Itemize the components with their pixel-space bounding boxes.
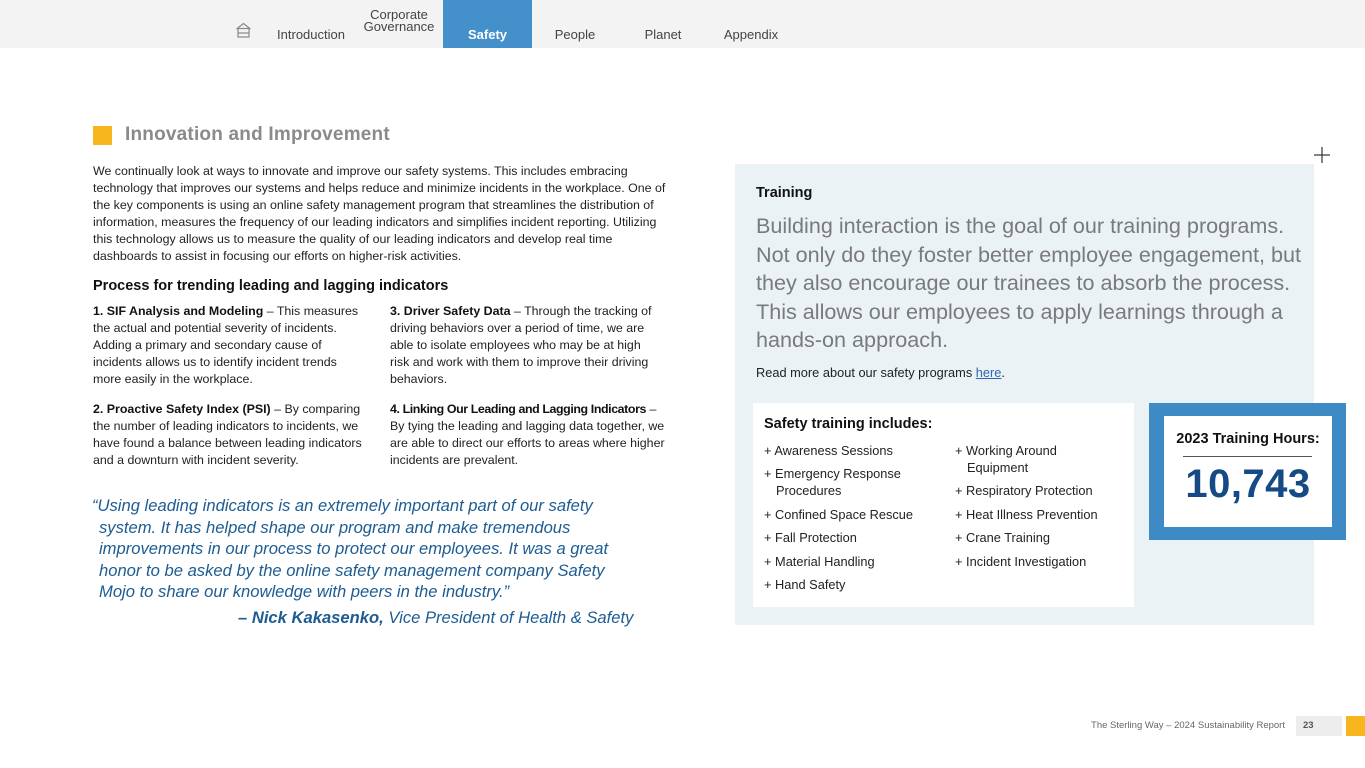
- list-item-text: Equipment: [967, 460, 1029, 475]
- plus-icon: [1313, 146, 1331, 164]
- list-item: [955, 482, 1093, 499]
- process-item-text: – This measures the actual and potential severity of incidents. Adding a primary and secondary cause of incidents allows us to identify incident trends more easily in the workplace.: [93, 304, 359, 386]
- read-more-prefix: Read more about our safety programs: [756, 365, 976, 380]
- quote-line: system. It has helped shape our program and make tremendous: [99, 517, 571, 537]
- footer-report-title: The Sterling Way – 2024 Sustainability Report: [1091, 720, 1285, 731]
- training-hours-value: 10,743: [1185, 462, 1311, 506]
- process-item-title: 2. Proactive Safety Index (PSI): [93, 402, 271, 416]
- training-lead-line: they also encourage our trainees to absorb the process.: [756, 270, 1291, 295]
- divider: [1183, 456, 1312, 457]
- quote-author: – Nick Kakasenko,: [238, 608, 384, 627]
- training-lead-line: This allows our employees to apply learnings through a: [756, 298, 1283, 324]
- list-item: [764, 553, 875, 570]
- process-item-text: – By tying the leading and lagging data together, we are able to direct our efforts to areas where higher incidents are prevalent.: [390, 402, 665, 467]
- read-more: [756, 365, 1005, 380]
- list-item-text: + Heat Illness Prevention: [955, 507, 1098, 522]
- page-number: 23: [1303, 720, 1314, 731]
- page-accent: [1346, 716, 1365, 736]
- list-item-text: + Awareness Sessions: [764, 443, 893, 458]
- list-item-text: + Incident Investigation: [955, 554, 1087, 569]
- list-item-text: + Material Handling: [764, 554, 875, 569]
- list-item: [955, 506, 1098, 523]
- top-nav: [0, 0, 1365, 48]
- nav-introduction[interactable]: Introduction: [277, 27, 345, 42]
- list-item-text: + Hand Safety: [764, 577, 846, 592]
- read-more-suffix: .: [1001, 365, 1005, 380]
- nav-planet[interactable]: Planet: [644, 27, 682, 42]
- training-hours-label: 2023 Training Hours:: [1176, 431, 1320, 447]
- list-item-text: + Working Around: [955, 443, 1057, 458]
- process-item-4: [390, 401, 665, 469]
- list-item: [955, 442, 1057, 476]
- quote-line: honor to be asked by the online safety management company Safety: [99, 560, 605, 580]
- list-item-text: + Crane Training: [955, 530, 1050, 545]
- quote-role: Vice President of Health & Safety: [383, 608, 634, 627]
- training-lead: [756, 212, 1301, 355]
- training-lead-line: Building interaction is the goal of our training programs.: [756, 213, 1285, 238]
- process-item-1: [93, 303, 368, 388]
- list-item: [764, 506, 913, 523]
- process-item-title: 1. SIF Analysis and Modeling: [93, 304, 264, 318]
- nav-appendix[interactable]: Appendix: [723, 27, 779, 42]
- list-item-text: + Confined Space Rescue: [764, 507, 914, 522]
- process-item-2: [93, 401, 368, 469]
- nav-people[interactable]: People: [554, 27, 596, 42]
- process-item-title: 4. Linking Our Leading and Lagging Indicators: [390, 402, 646, 416]
- list-item-text: + Emergency Response: [764, 466, 901, 481]
- list-item-text: + Fall Protection: [764, 530, 857, 545]
- nav-safety[interactable]: Safety: [443, 0, 532, 48]
- quote-line: “Using leading indicators is an extremely important part of our safety: [92, 496, 593, 515]
- list-item: [764, 529, 857, 546]
- list-item: [955, 553, 1086, 570]
- section-title: Innovation and Improvement: [125, 124, 390, 145]
- quote: [92, 495, 652, 603]
- process-heading: Process for trending leading and lagging indicators: [93, 278, 449, 294]
- read-more-link[interactable]: here: [975, 365, 1002, 380]
- list-item-text: + Respiratory Protection: [955, 483, 1093, 498]
- list-item-text: Procedures: [776, 483, 842, 498]
- list-item: [955, 529, 1050, 546]
- quote-line: Mojo to share our knowledge with peers in the industry.”: [99, 582, 510, 601]
- process-item-text: – By comparing the number of leading indicators to incidents, we have found a balance between leading indicators and a downturn with incident severity.: [93, 402, 362, 467]
- section-marker: [93, 126, 112, 145]
- nav-corporate-governance[interactable]: [357, 0, 441, 48]
- process-item-title: 3. Driver Safety Data: [390, 304, 511, 318]
- process-item-text: – Through the tracking of driving behaviors over a period of time, we are able to isolate employees who may be at high risk and work with them to improve their driving behaviors.: [390, 304, 652, 386]
- list-item: [764, 576, 845, 593]
- list-item: [764, 442, 893, 459]
- list-item: [764, 465, 901, 499]
- quote-line: improvements in our process to protect our employees. It was a great: [99, 539, 609, 558]
- intro-paragraph: We continually look at ways to innovate and improve our safety systems. This includes embracing technology that improves our systems and helps reduce and minimize incidents in the workplace. One of the key components is using an online safety management program that streamlines the distribution of information, measures the frequency of our leading indicators and simplifies incident reporting. Utilizing this technology allows us to measure the quality of our leading indicators and develop real time dashboards to assist in focusing our efforts on higher-risk activities.: [93, 164, 666, 263]
- nav-label-line2: Governance: [363, 18, 435, 34]
- training-lead-line: hands-on approach.: [756, 327, 949, 352]
- home-icon[interactable]: [235, 22, 252, 38]
- training-lead-line: Not only do they foster better employee engagement, but: [756, 241, 1301, 267]
- training-list-title: Safety training includes:: [764, 416, 933, 432]
- nav-label-line1: Corporate: [370, 6, 428, 22]
- quote-attribution: [238, 608, 633, 628]
- training-label: Training: [756, 185, 813, 201]
- process-item-3: [390, 303, 660, 388]
